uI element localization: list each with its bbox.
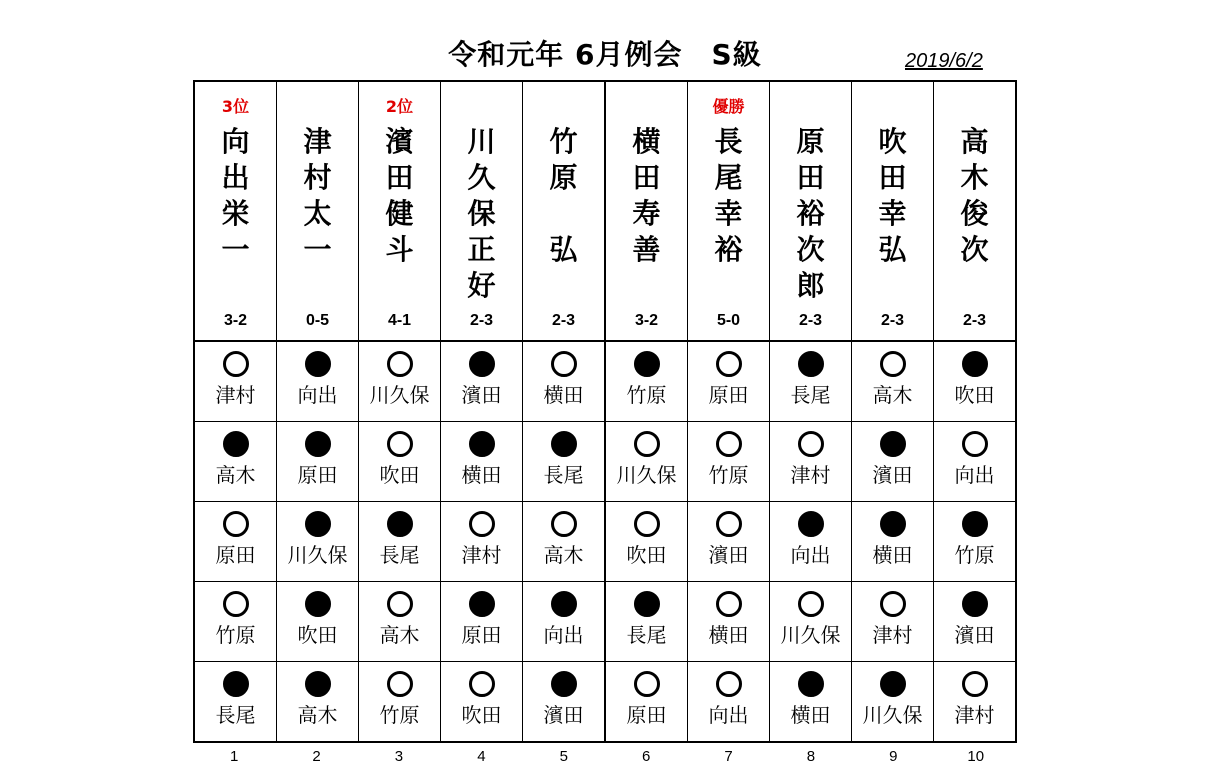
opponent-name: 川久保 [862,703,923,727]
player-name-char: 田 [385,161,414,194]
opponent-name: 横田 [872,543,913,567]
loss-dot-icon [962,591,988,617]
player-name-char: 弘 [878,233,907,266]
round-row [194,341,1016,422]
opponent-name: 竹原 [379,703,420,727]
rank-label: 3位 [221,97,250,116]
opponent-name: 向出 [954,463,995,487]
win-loss-record: 5-0 [716,312,741,329]
loss-dot-icon [469,591,495,617]
rank-label [277,94,358,114]
player-name-char: 竹 [549,125,578,158]
game-result-cell [852,502,934,582]
loss-dot-icon [305,351,331,377]
game-result-cell [688,422,770,502]
rank-label [770,94,851,114]
player-name-char: 出 [221,161,250,194]
game-result-cell [441,582,523,662]
opponent-name: 原田 [626,703,667,727]
game-result-cell [770,341,852,422]
player-name-char: 濱 [385,125,414,158]
player-name-char: 原 [796,125,825,158]
opponent-name: 向出 [297,383,338,407]
opponent-name: 高木 [297,703,338,727]
player-name-char: 次 [796,233,825,266]
game-result-cell [359,422,441,502]
player-name-char: 幸 [714,197,743,230]
game-result-cell [852,422,934,502]
game-result-cell [688,341,770,422]
player-name [688,124,769,268]
game-result-cell [277,582,359,662]
player-name-char: 栄 [221,197,250,230]
opponent-name: 横田 [790,703,831,727]
player-name [277,124,358,268]
game-result-cell [770,662,852,743]
game-result-cell [852,662,934,743]
loss-dot-icon [798,511,824,537]
win-circle-icon [962,431,988,457]
player-name-char: 川 [467,125,496,158]
opponent-name: 竹原 [626,383,667,407]
game-result-cell [277,422,359,502]
game-result-cell [523,662,606,743]
opponent-name: 吹田 [626,543,667,567]
game-result-cell [441,662,523,743]
win-circle-icon [223,511,249,537]
player-name-char: 津 [303,125,332,158]
game-result-cell [605,502,688,582]
player-name-char: 保 [467,197,496,230]
game-result-cell [523,422,606,502]
loss-dot-icon [223,431,249,457]
win-circle-icon [387,671,413,697]
game-result-cell [688,662,770,743]
player-name-char: 次 [960,233,989,266]
opponent-name: 長尾 [379,543,420,567]
player-column-header [605,81,688,341]
opponent-name: 長尾 [626,623,667,647]
opponent-name: 横田 [543,383,584,407]
game-result-cell [688,582,770,662]
game-result-cell [441,502,523,582]
opponent-name: 向出 [790,543,831,567]
opponent-name: 濱田 [708,543,749,567]
player-column-header [934,81,1017,341]
game-result-cell [934,422,1017,502]
win-loss-record: 3-2 [223,312,248,329]
player-name [441,124,522,304]
player-name-char: 田 [878,161,907,194]
player-name-char: 裕 [714,233,743,266]
player-name-char: 向 [221,125,250,158]
game-result-cell [359,341,441,422]
loss-dot-icon [469,431,495,457]
win-circle-icon [387,431,413,457]
game-result-cell [934,341,1017,422]
results-body [194,81,1016,742]
player-name-char: 田 [796,161,825,194]
player-name-char: 尾 [714,161,743,194]
loss-dot-icon [387,511,413,537]
win-loss-record: 3-2 [634,312,659,329]
game-result-cell [277,341,359,422]
win-circle-icon [880,351,906,377]
player-name-char: 弘 [549,233,578,266]
opponent-name: 高木 [215,463,256,487]
opponent-name: 濱田 [543,703,584,727]
game-result-cell [359,502,441,582]
opponent-name: 濱田 [954,623,995,647]
player-name-char: 寿 [632,197,661,230]
player-column-header [277,81,359,341]
opponent-name: 吹田 [379,463,420,487]
results-table [193,80,1017,743]
player-header-row [194,81,1016,341]
player-name-char: 一 [221,233,250,266]
loss-dot-icon [223,671,249,697]
player-name-char: 幸 [878,197,907,230]
player-name-char [523,196,604,232]
win-circle-icon [387,591,413,617]
player-name-char: 俊 [960,197,989,230]
opponent-name: 高木 [543,543,584,567]
game-result-cell [194,582,277,662]
player-name [195,124,276,268]
opponent-name: 原田 [215,543,256,567]
win-circle-icon [634,511,660,537]
win-circle-icon [798,591,824,617]
win-circle-icon [223,591,249,617]
win-circle-icon [716,351,742,377]
opponent-name: 原田 [708,383,749,407]
column-number: 2 [312,748,321,765]
opponent-name: 吹田 [297,623,338,647]
rank-label [523,94,604,114]
win-circle-icon [223,351,249,377]
loss-dot-icon [962,511,988,537]
opponent-name: 津村 [215,383,256,407]
win-loss-record: 0-5 [305,312,330,329]
game-result-cell [688,502,770,582]
win-circle-icon [798,431,824,457]
game-result-cell [523,341,606,422]
rank-label: 優勝 [712,97,745,116]
player-name-char: 斗 [385,233,414,266]
loss-dot-icon [305,591,331,617]
win-circle-icon [716,591,742,617]
player-name-char: 原 [549,161,578,194]
win-circle-icon [551,511,577,537]
win-circle-icon [716,511,742,537]
opponent-name: 向出 [543,623,584,647]
game-result-cell [605,582,688,662]
player-name-char: 裕 [796,197,825,230]
opponent-name: 原田 [461,623,502,647]
loss-dot-icon [798,351,824,377]
round-row [194,662,1016,743]
player-name-char: 村 [303,161,332,194]
column-number: 4 [477,748,486,765]
loss-dot-icon [305,431,331,457]
win-circle-icon [551,351,577,377]
rank-label [441,94,522,114]
player-name-char: 横 [632,125,661,158]
page-title: 令和元年 6月例会 S級 [448,38,762,71]
game-result-cell [523,582,606,662]
game-result-cell [277,662,359,743]
column-number: 10 [967,748,985,765]
opponent-name: 横田 [461,463,502,487]
game-result-cell [194,341,277,422]
game-result-cell [770,422,852,502]
win-loss-record: 4-1 [387,312,412,329]
loss-dot-icon [880,511,906,537]
game-result-cell [194,502,277,582]
win-circle-icon [469,671,495,697]
loss-dot-icon [551,431,577,457]
opponent-name: 津村 [872,623,913,647]
player-name-char: 健 [385,197,414,230]
opponent-name: 竹原 [708,463,749,487]
win-loss-record: 2-3 [962,312,987,329]
game-result-cell [523,502,606,582]
game-result-cell [359,582,441,662]
round-row [194,502,1016,582]
opponent-name: 濱田 [872,463,913,487]
opponent-name: 津村 [461,543,502,567]
player-name-char: 田 [632,161,661,194]
win-circle-icon [634,671,660,697]
game-result-cell [852,582,934,662]
loss-dot-icon [798,671,824,697]
game-result-cell [605,422,688,502]
event-date: 2019/6/2 [905,50,983,72]
rank-label: 2位 [385,97,414,116]
opponent-name: 高木 [379,623,420,647]
column-number: 3 [394,748,404,765]
player-name-char: 長 [714,125,743,158]
opponent-name: 長尾 [790,383,831,407]
player-name-char: 太 [303,197,332,230]
loss-dot-icon [469,351,495,377]
opponent-name: 吹田 [461,703,502,727]
win-circle-icon [716,671,742,697]
column-numbers [193,748,1017,765]
win-loss-record: 2-3 [551,312,576,329]
opponent-name: 長尾 [543,463,584,487]
player-column-header [194,81,277,341]
game-result-cell [605,341,688,422]
round-row [194,582,1016,662]
player-name-char: 好 [467,269,496,302]
player-name-char: 木 [960,161,989,194]
game-result-cell [934,662,1017,743]
opponent-name: 竹原 [954,543,995,567]
opponent-name: 津村 [790,463,831,487]
player-column-header [852,81,934,341]
game-result-cell [934,582,1017,662]
game-result-cell [277,502,359,582]
win-circle-icon [469,511,495,537]
player-column-header [441,81,523,341]
loss-dot-icon [551,671,577,697]
opponent-name: 長尾 [215,703,256,727]
win-circle-icon [962,671,988,697]
column-number: 8 [806,748,816,765]
player-column-header [523,81,606,341]
rank-label [852,94,933,114]
column-number: 7 [724,748,733,765]
game-result-cell [852,341,934,422]
player-name [770,124,851,304]
player-name-char: 一 [303,233,332,266]
opponent-name: 川久保 [369,383,430,407]
player-name [523,124,604,268]
opponent-name: 高木 [872,383,913,407]
win-loss-record: 2-3 [798,312,823,329]
player-name-char: 郎 [796,269,825,302]
game-result-cell [441,341,523,422]
opponent-name: 川久保 [780,623,841,647]
win-loss-record: 2-3 [880,312,905,329]
opponent-name: 川久保 [616,463,677,487]
win-circle-icon [880,591,906,617]
game-result-cell [194,422,277,502]
column-number: 1 [230,748,239,765]
win-circle-icon [634,431,660,457]
loss-dot-icon [305,511,331,537]
player-name [606,124,687,268]
opponent-name: 津村 [954,703,995,727]
player-name-char: 善 [632,233,661,266]
game-result-cell [441,422,523,502]
opponent-name: 横田 [708,623,749,647]
loss-dot-icon [305,671,331,697]
loss-dot-icon [551,591,577,617]
loss-dot-icon [880,431,906,457]
opponent-name: 吹田 [954,383,995,407]
player-column-header [688,81,770,341]
loss-dot-icon [634,351,660,377]
opponent-name: 向出 [708,703,749,727]
player-name-char: 正 [467,233,496,266]
opponent-name: 原田 [297,463,338,487]
win-circle-icon [716,431,742,457]
player-name [934,124,1015,268]
game-result-cell [770,502,852,582]
player-name-char: 久 [467,161,496,194]
column-number: 9 [889,748,898,765]
player-name [359,124,440,268]
column-number: 6 [641,748,651,765]
game-result-cell [194,662,277,743]
opponent-name: 川久保 [287,543,348,567]
game-result-cell [605,662,688,743]
loss-dot-icon [962,351,988,377]
game-result-cell [359,662,441,743]
player-name-char: 吹 [878,125,907,158]
player-name [852,124,933,268]
game-result-cell [770,582,852,662]
loss-dot-icon [634,591,660,617]
opponent-name: 竹原 [215,623,256,647]
round-row [194,422,1016,502]
opponent-name: 濱田 [461,383,502,407]
rank-label [934,94,1015,114]
player-column-header [359,81,441,341]
loss-dot-icon [880,671,906,697]
win-circle-icon [387,351,413,377]
game-result-cell [934,502,1017,582]
column-number: 5 [559,748,568,765]
rank-label [606,94,687,114]
player-name-char: 高 [960,125,989,158]
player-column-header [770,81,852,341]
win-loss-record: 2-3 [469,312,494,329]
